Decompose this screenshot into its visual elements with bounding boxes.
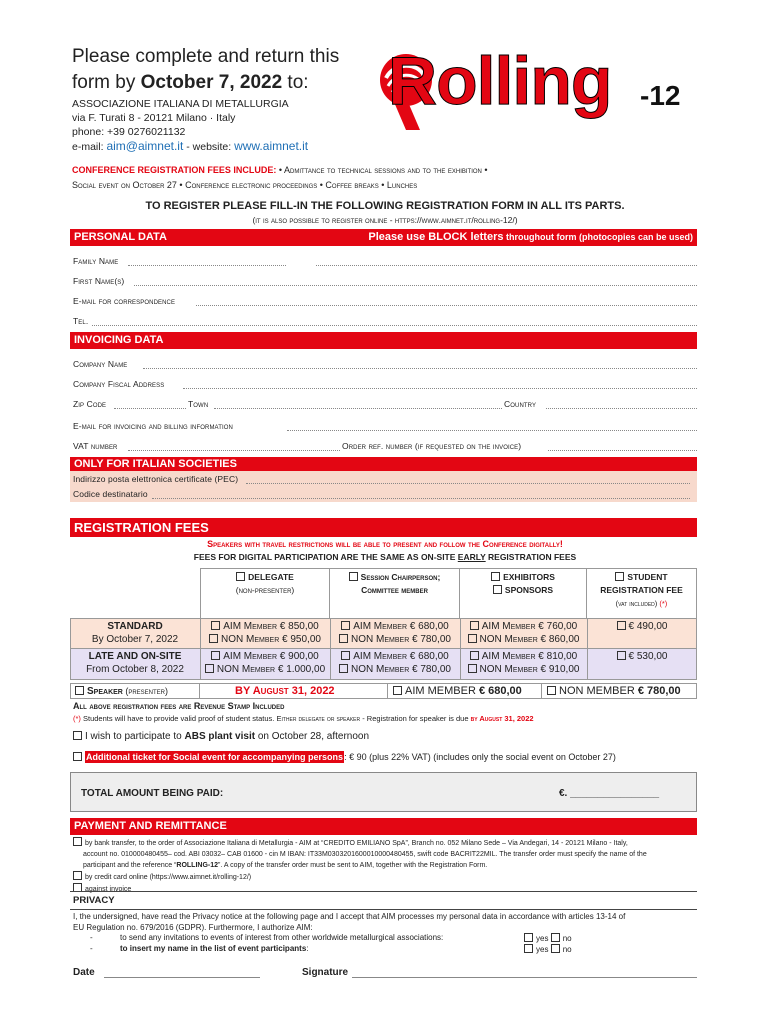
register-subtitle: (it is also possible to register online - https://www.aimnet.it/rolling-12/) (252, 215, 518, 225)
student-note-star: (*) (73, 714, 81, 723)
std-student-text: € 490,00 (628, 621, 668, 632)
col-exhibitors (460, 568, 587, 618)
website-prefix: - website: (183, 141, 235, 153)
late-exhibitor-aim-text: AIM Member € 810,00 (481, 651, 578, 662)
title-suffix: to: (282, 72, 309, 93)
company-fiscal-field[interactable] (183, 388, 697, 389)
privacy-text-1: I, the undersigned, have read the Privacy notice at the following page and I accept that AIM processes my personal data in accordance with articles 13-14 of (73, 912, 626, 921)
org-address: via F. Turati 8 - 20121 Milano · Italy (72, 112, 236, 124)
abs-plant-checkbox[interactable] (73, 731, 82, 740)
std-exhibitor-non-text: NON Member € 860,00 (479, 634, 580, 645)
title-date: October 7, 2022 (140, 72, 283, 93)
org-contact (72, 139, 308, 154)
order-ref-field[interactable] (548, 450, 697, 451)
late-exhibitor-aim[interactable] (460, 650, 587, 663)
speaker-non-price: € 780,00 (637, 685, 681, 697)
row-late-title (70, 650, 200, 676)
privacy-text-2: EU Regulation no. 679/2016 (GDPR). Furthermore, I authorize AIM: (73, 923, 313, 932)
std-delegate-non[interactable] (200, 633, 330, 646)
divider (541, 684, 542, 698)
late-chair-aim[interactable] (330, 650, 460, 663)
col-sponsors-label: SPONSORS (504, 585, 554, 595)
late-delegate-aim-checkbox[interactable] (211, 651, 220, 660)
chair-checkbox[interactable] (349, 572, 358, 581)
student-note-sc: Either delegate or speaker (276, 714, 361, 723)
bank-reference: ROLLING-12 (176, 862, 219, 869)
email-field[interactable] (196, 305, 697, 306)
col-exhibitors-title (460, 571, 586, 584)
personal-data-header (70, 229, 697, 246)
family-name-label: Family Name (73, 256, 119, 266)
country-field[interactable] (546, 408, 697, 409)
personal-data-title: PERSONAL DATA (74, 231, 167, 243)
privacy-2-yes-checkbox[interactable] (524, 944, 533, 953)
std-chair-non-checkbox[interactable] (339, 634, 348, 643)
abs-plant-suffix: on October 28, afternoon (255, 731, 370, 742)
std-exhibitor (460, 620, 587, 646)
col-student-sub: REGISTRATION FEE (600, 585, 683, 595)
bank-text-c1: participant and the reference “ (83, 862, 177, 869)
email-invoice-label: E-mail for invoicing and billing information (73, 421, 233, 431)
town-field[interactable] (214, 408, 502, 409)
student-note (73, 714, 534, 723)
block-letters-rest: throughout form (photocopies can be used) (503, 232, 693, 242)
late-chair-aim-text: AIM Member € 680,00 (353, 651, 449, 662)
speaker-aim-price: € 680,00 (478, 685, 522, 697)
late-exhibitor (460, 650, 587, 676)
invoicing-data-header: INVOICING DATA (70, 332, 697, 349)
social-rest: : € 90 (plus 22% VAT) (includes only the social event on October 27) (344, 752, 616, 762)
privacy-dash-1: - (90, 933, 93, 942)
late-chair-non-text: NON Member € 780,00 (351, 664, 451, 675)
divider (200, 618, 201, 680)
col-student (587, 568, 697, 618)
standard-title: STANDARD (107, 621, 163, 632)
late-delegate-non[interactable] (200, 663, 330, 676)
std-chair-aim-checkbox[interactable] (341, 621, 350, 630)
student-note-date: by August 31, 2022 (470, 714, 534, 723)
late-chair-aim-checkbox[interactable] (341, 651, 350, 660)
payment-options (73, 837, 698, 895)
family-name-field-2[interactable] (316, 265, 697, 266)
speaker-aim-option[interactable] (393, 684, 522, 698)
late-student-text: € 530,00 (628, 651, 668, 662)
town-label: Town (188, 399, 209, 409)
divider (387, 684, 388, 698)
late-exhibitor-non-text: NON Member € 910,00 (479, 664, 580, 675)
org-block (72, 97, 308, 154)
privacy-1-no-checkbox[interactable] (551, 933, 560, 942)
bank-text-a: by bank transfer, to the order of Associazione Italiana di Metallurgia - AIM at “CREDITO EMILIANO SpA”, Branch no. 052 Milano Sede – Via Andegari, 14 - 20121 Milano - Italy, (85, 840, 628, 847)
total-label: TOTAL AMOUNT BEING PAID: (81, 788, 224, 799)
vat-field[interactable] (128, 450, 340, 451)
std-delegate-aim-text: AIM Member € 850,00 (223, 621, 319, 632)
student-checkbox[interactable] (615, 572, 624, 581)
card-text: by credit card online (https://www.aimnet.it/rolling-12/) (85, 874, 252, 881)
fees-table (70, 568, 697, 680)
late-delegate (200, 650, 330, 676)
bank-checkbox[interactable] (73, 837, 82, 846)
privacy-header: PRIVACY (73, 895, 115, 906)
total-value-field[interactable]: €. ________________ (559, 788, 660, 799)
country-label: Country (504, 399, 537, 409)
speaker-option[interactable] (75, 684, 168, 699)
pec-field[interactable] (246, 483, 690, 484)
std-delegate-aim-checkbox[interactable] (211, 621, 220, 630)
divider (460, 618, 461, 680)
privacy-dash-2: - (90, 944, 93, 953)
privacy-1-no: no (562, 934, 572, 943)
title-line-1: Please complete and return this (72, 46, 340, 67)
col-delegate-title (201, 571, 329, 584)
col-delegate-label: DELEGATE (248, 572, 294, 582)
social-highlight: Additional ticket for Social event for accompanying persons (86, 752, 344, 762)
col-student-label: STUDENT (627, 572, 668, 582)
privacy-item-2: to insert my name in the list of event participants (120, 944, 307, 953)
privacy-item-1-options (524, 933, 572, 943)
speaker-checkbox[interactable] (75, 686, 84, 695)
abs-plant-bold: ABS plant visit (184, 731, 256, 742)
speaker-non-label: NON MEMBER (559, 685, 635, 697)
std-exhibitor-aim-checkbox[interactable] (470, 621, 479, 630)
student-note-b: - Registration for speaker is due (360, 714, 471, 723)
sponsors-checkbox[interactable] (493, 585, 502, 594)
codice-field[interactable] (152, 498, 690, 499)
social-option[interactable] (73, 752, 616, 762)
late-chair-non[interactable] (330, 663, 460, 676)
late-date: From October 8, 2022 (86, 664, 184, 675)
col-delegate-sub: (non-presenter) (235, 585, 295, 595)
privacy-divider (70, 909, 697, 910)
std-student-checkbox[interactable] (617, 621, 626, 630)
logo-text: Rolling (388, 43, 612, 119)
privacy-2-no-checkbox[interactable] (551, 944, 560, 953)
italian-societies-header: ONLY FOR ITALIAN SOCIETIES (70, 457, 697, 471)
block-letters-note (368, 229, 693, 246)
late-delegate-non-text: NON Member € 1.000,00 (216, 664, 326, 675)
divider (330, 618, 331, 680)
col-chair (330, 568, 460, 618)
total-box (70, 772, 697, 812)
privacy-item-2-options (524, 944, 572, 954)
col-chair-label: Session Chairperson; (360, 572, 441, 582)
late-delegate-non-checkbox[interactable] (205, 664, 214, 673)
speaker-non-option[interactable] (547, 684, 681, 698)
invoice-text: against invoice (85, 886, 132, 893)
bank-text-c2: ”. A copy of the transfer order must be sent to AIM, together with the Registration Form. (218, 862, 488, 869)
standard-date: By October 7, 2022 (91, 634, 179, 645)
digital-note-a: FEES FOR DIGITAL PARTICIPATION ARE THE SAME AS ON-SITE (193, 552, 458, 562)
vat-label: VAT number (73, 441, 118, 451)
digital-note-c: REGISTRATION FEES (485, 552, 577, 562)
company-name-label: Company Name (73, 359, 128, 369)
speaker-deadline: BY August 31, 2022 (235, 685, 335, 697)
speaker-sub: (presenter) (122, 686, 169, 696)
family-name-field[interactable] (128, 265, 286, 266)
logo-suffix: -12 (640, 80, 681, 111)
email-prefix: e-mail: (72, 141, 107, 153)
payment-bank[interactable] (73, 837, 698, 849)
order-ref-label: Order ref. number (if requested on the invoice) (342, 441, 522, 451)
late-exhibitor-non[interactable] (460, 663, 587, 676)
std-student[interactable] (587, 620, 697, 633)
speaker-label: Speaker (87, 686, 123, 697)
privacy-1-yes-checkbox[interactable] (524, 933, 533, 942)
bank-text-b: account no. 010000480455– cod. ABI 03032– CAB 01600 - cin M IBAN: IT33M0303201600010000480455, swift code BACRIT22MIL. The transfer order must specify the name of the (83, 851, 647, 858)
registration-fees-header: REGISTRATION FEES (70, 518, 697, 537)
zip-label: Zip Code (73, 399, 107, 409)
student-note-text: Students will have to provide valid proof of student status. (80, 714, 277, 723)
std-delegate-non-checkbox[interactable] (209, 634, 218, 643)
std-chair-aim-text: AIM Member € 680,00 (353, 621, 449, 632)
row-standard-title (70, 620, 200, 646)
company-fiscal-label: Company Fiscal Address (73, 379, 165, 389)
date-label: Date (73, 967, 95, 978)
col-student-title (587, 571, 696, 584)
col-student-vat (587, 597, 696, 610)
col-student-star: (*) (659, 599, 668, 608)
divider (199, 684, 200, 698)
privacy-text (73, 911, 697, 933)
std-exhibitor-non[interactable] (460, 633, 587, 646)
fees-include-label: CONFERENCE REGISTRATION FEES INCLUDE: (72, 165, 277, 175)
tel-field[interactable] (92, 325, 697, 326)
speaker-row (70, 683, 697, 699)
digital-note (0, 552, 770, 562)
rolling-logo (372, 43, 702, 136)
date-field[interactable] (104, 977, 260, 978)
late-title: LATE AND ON-SITE (88, 651, 182, 662)
fees-include (72, 163, 702, 193)
std-chair-non[interactable] (330, 633, 460, 646)
company-name-field[interactable] (143, 368, 697, 369)
late-student[interactable] (587, 650, 697, 663)
privacy-2-yes: yes (536, 945, 549, 954)
fees-include-line2: Social event on October 27 • Conference electronic proceedings • Coffee breaks • Lunches (72, 180, 418, 190)
digital-note-b: EARLY (457, 552, 486, 562)
privacy-2-no: no (562, 945, 572, 954)
header-title (72, 44, 339, 96)
speakers-note: Speakers with travel restrictions will be able to present and follow the Conference digitally! (207, 539, 563, 549)
website-link[interactable]: www.aimnet.it (234, 139, 309, 153)
payment-header: PAYMENT AND REMITTANCE (70, 818, 697, 835)
std-chair-aim[interactable] (330, 620, 460, 633)
abs-plant-option[interactable] (73, 731, 369, 742)
pec-label: Indirizzo posta elettronica certificate (PEC) (73, 474, 239, 484)
late-exhibitor-aim-checkbox[interactable] (470, 651, 479, 660)
fees-include-line1 (72, 163, 702, 178)
privacy-item-2-row (120, 944, 309, 953)
speaker-aim-checkbox[interactable] (393, 686, 402, 695)
std-exhibitor-aim-text: AIM Member € 760,00 (481, 621, 578, 632)
late-chair (330, 650, 460, 676)
block-letters-bold: Please use BLOCK letters (368, 231, 504, 243)
exhibitors-checkbox[interactable] (491, 572, 500, 581)
email-invoice-field[interactable] (287, 430, 697, 431)
title-prefix: form by (72, 72, 141, 93)
late-delegate-aim[interactable] (200, 650, 330, 663)
divider (587, 618, 588, 680)
privacy-item-2-colon: : (306, 944, 309, 953)
col-chair-title (330, 571, 459, 584)
std-delegate-non-text: NON Member € 950,00 (221, 634, 321, 645)
zip-field[interactable] (114, 408, 186, 409)
first-names-label: First Name(s) (73, 276, 125, 286)
late-delegate-aim-text: AIM Member € 900,00 (223, 651, 319, 662)
col-student-vat-text: (vat included) (615, 599, 660, 608)
late-chair-non-checkbox[interactable] (339, 664, 348, 673)
org-name: ASSOCIAZIONE ITALIANA DI METALLURGIA (72, 98, 289, 110)
stamp-note: All above registration fees are Revenue Stamp Included (73, 701, 285, 711)
org-phone: phone: +39 0276021132 (72, 126, 186, 138)
col-exhibitors-label: EXHIBITORS (503, 572, 555, 582)
abs-plant-prefix: I wish to participate to (85, 731, 185, 742)
email-link[interactable]: aim@aimnet.it (106, 139, 184, 153)
signature-field[interactable] (352, 977, 697, 978)
std-exhibitor-non-checkbox[interactable] (468, 634, 477, 643)
email-label: E-mail for correspondence (73, 296, 176, 306)
register-title: TO REGISTER PLEASE FILL-IN THE FOLLOWING REGISTRATION FORM IN ALL ITS PARTS. (145, 200, 625, 212)
tel-label: Tel. (73, 316, 89, 326)
payment-card[interactable] (73, 871, 698, 883)
privacy-item-1: to send any invitations to events of interest from other worldwide metallurgical associations: (120, 933, 444, 942)
col-chair-sub: Committee member (361, 585, 428, 595)
privacy-1-yes: yes (536, 934, 549, 943)
card-checkbox[interactable] (73, 871, 82, 880)
first-names-field[interactable] (134, 285, 697, 286)
fees-include-text1: • Admittance to technical sessions and to the exhibition • (276, 165, 488, 175)
bank-text-c (73, 860, 698, 871)
std-delegate-aim[interactable] (200, 620, 330, 633)
std-exhibitor-aim[interactable] (460, 620, 587, 633)
delegate-checkbox[interactable] (236, 572, 245, 581)
std-chair (330, 620, 460, 646)
late-exhibitor-non-checkbox[interactable] (468, 664, 477, 673)
col-sponsors-title (460, 584, 586, 597)
codice-label: Codice destinatario (73, 489, 148, 499)
std-delegate (200, 620, 330, 646)
title-line-2 (72, 70, 339, 96)
std-chair-non-text: NON Member € 780,00 (351, 634, 451, 645)
speaker-non-checkbox[interactable] (547, 686, 556, 695)
col-delegate (200, 568, 330, 618)
speaker-aim-label: AIM MEMBER (405, 685, 476, 697)
social-checkbox[interactable] (73, 752, 82, 761)
late-student-checkbox[interactable] (617, 651, 626, 660)
signature-label: Signature (302, 967, 349, 978)
privacy-section (70, 891, 697, 958)
